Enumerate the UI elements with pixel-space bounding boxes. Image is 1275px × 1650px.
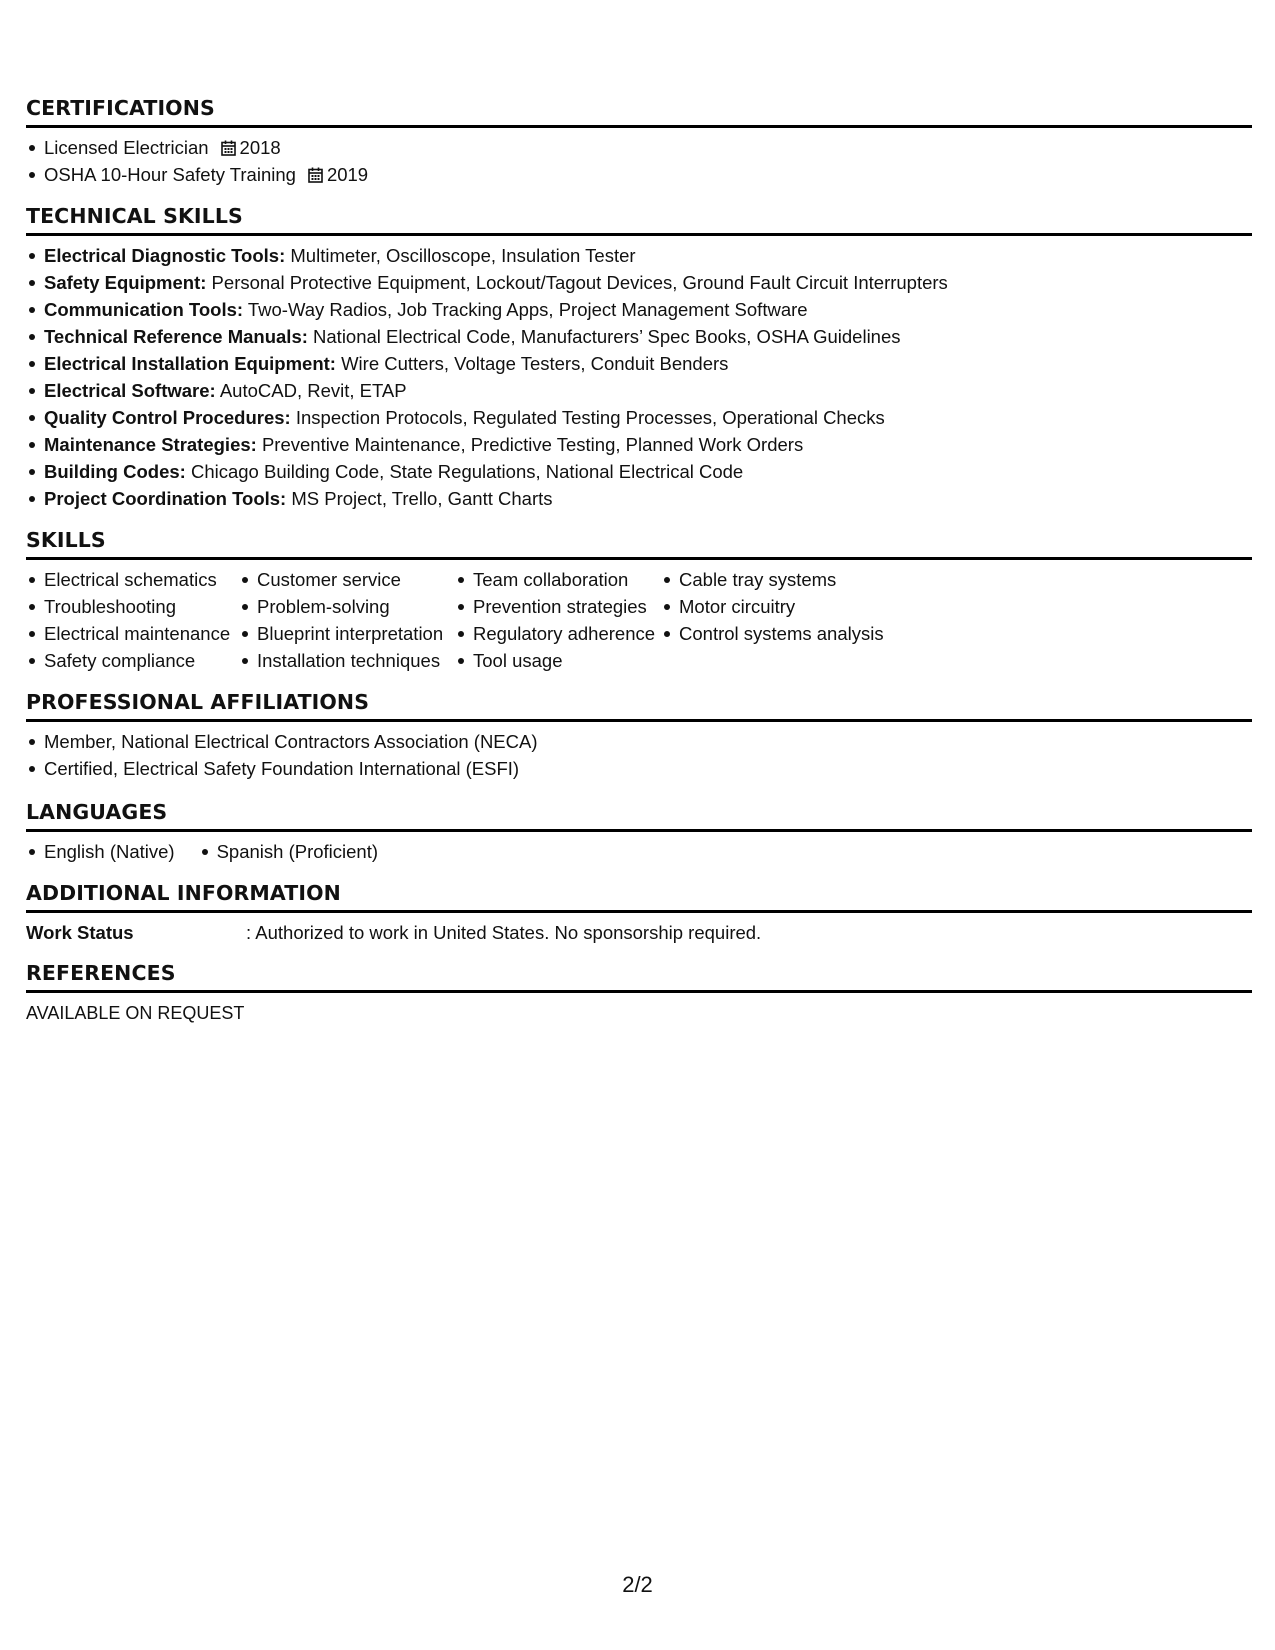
- references-text: AVAILABLE ON REQUEST: [26, 1003, 245, 1023]
- technical-skill-label: Maintenance Strategies:: [44, 434, 257, 455]
- technical-skill-value: Multimeter, Oscilloscope, Insulation Tester: [285, 245, 636, 266]
- language-item: English (Native): [44, 838, 175, 865]
- technical-skill-item: [44, 269, 1252, 296]
- technical-skill-item: [44, 431, 1252, 458]
- technical-skill-item: [44, 485, 1252, 512]
- technical-skill-item: [44, 377, 1252, 404]
- certification-item: [44, 161, 1252, 188]
- technical-skill-value: National Electrical Code, Manufacturers’ Spec Books, OSHA Guidelines: [307, 326, 901, 347]
- skill-item: Blueprint interpretation: [257, 620, 473, 647]
- certification-name: OSHA 10-Hour Safety Training: [44, 164, 296, 185]
- certification-name: Licensed Electrician: [44, 137, 209, 158]
- calendar-icon: [221, 140, 236, 156]
- skill-item: Electrical schematics: [44, 566, 257, 593]
- skill-item: Electrical maintenance: [44, 620, 257, 647]
- skill-item: Control systems analysis: [679, 620, 909, 647]
- certification-item: [44, 134, 1252, 161]
- affiliations-list: [26, 728, 1252, 782]
- affiliations-heading: PROFESSIONAL AFFILIATIONS: [26, 686, 1252, 722]
- work-status-row: [26, 919, 1252, 947]
- skill-item: Problem-solving: [257, 593, 473, 620]
- work-status-label: Work Status: [26, 922, 134, 943]
- calendar-icon: [308, 167, 323, 183]
- technical-skill-value: Preventive Maintenance, Predictive Testing, Planned Work Orders: [256, 434, 804, 455]
- technical-skill-label: Building Codes:: [44, 461, 186, 482]
- technical-skill-item: [44, 296, 1252, 323]
- references-section: [26, 957, 1252, 1027]
- technical-skill-label: Electrical Software:: [44, 380, 216, 401]
- skill-item: Regulatory adherence: [473, 620, 679, 647]
- languages-section: [26, 796, 1252, 865]
- technical-skill-label: Communication Tools:: [44, 299, 244, 320]
- technical-skill-label: Project Coordination Tools:: [44, 488, 287, 509]
- skill-item: Team collaboration: [473, 566, 679, 593]
- references-heading: REFERENCES: [26, 957, 1252, 993]
- skill-item: Safety compliance: [44, 647, 257, 674]
- technical-skill-label: Electrical Installation Equipment:: [44, 353, 336, 374]
- skill-item: Installation techniques: [257, 647, 473, 674]
- skill-item: Cable tray systems: [679, 566, 909, 593]
- technical-skill-item: [44, 242, 1252, 269]
- technical-skill-value: Inspection Protocols, Regulated Testing Processes, Operational Checks: [290, 407, 885, 428]
- skills-column: [257, 566, 473, 674]
- skill-item: Motor circuitry: [679, 593, 909, 620]
- technical-skill-item: [44, 323, 1252, 350]
- skills-heading: SKILLS: [26, 524, 1252, 560]
- technical-skill-label: Technical Reference Manuals:: [44, 326, 308, 347]
- certifications-heading: CERTIFICATIONS: [26, 92, 1252, 128]
- work-status-value: : Authorized to work in United States. No sponsorship required.: [246, 922, 762, 943]
- additional-info-section: [26, 877, 1252, 947]
- technical-skill-item: [44, 404, 1252, 431]
- resume-page: [26, 92, 1252, 1027]
- technical-skill-label: Safety Equipment:: [44, 272, 207, 293]
- technical-skill-value: MS Project, Trello, Gantt Charts: [286, 488, 553, 509]
- technical-skill-label: Electrical Diagnostic Tools:: [44, 245, 286, 266]
- technical-skill-value: Personal Protective Equipment, Lockout/Tagout Devices, Ground Fault Circuit Interrupters: [206, 272, 948, 293]
- technical-skills-list: [26, 242, 1252, 512]
- skill-item: Tool usage: [473, 647, 679, 674]
- skills-column: [473, 566, 679, 674]
- languages-heading: LANGUAGES: [26, 796, 1252, 832]
- skills-section: [26, 524, 1252, 674]
- skills-column: [44, 566, 257, 674]
- certification-year: 2018: [239, 137, 281, 158]
- languages-list: [26, 838, 1252, 865]
- skills-grid: [26, 566, 1252, 674]
- skills-column: [679, 566, 909, 674]
- technical-skill-label: Quality Control Procedures:: [44, 407, 291, 428]
- technical-skill-value: AutoCAD, Revit, ETAP: [215, 380, 407, 401]
- technical-skill-item: [44, 350, 1252, 377]
- skill-item: Customer service: [257, 566, 473, 593]
- page-number: 2/2: [622, 1572, 653, 1597]
- affiliation-item: Member, National Electrical Contractors Association (NECA): [44, 728, 1252, 755]
- language-item: Spanish (Proficient): [217, 838, 378, 865]
- certifications-list: [26, 134, 1252, 188]
- affiliation-item: Certified, Electrical Safety Foundation International (ESFI): [44, 755, 1252, 782]
- technical-skills-section: [26, 200, 1252, 512]
- skill-item: Prevention strategies: [473, 593, 679, 620]
- certification-year: 2019: [326, 164, 369, 185]
- additional-info-heading: ADDITIONAL INFORMATION: [26, 877, 1252, 913]
- certifications-section: [26, 92, 1252, 188]
- technical-skill-item: [44, 458, 1252, 485]
- affiliations-section: [26, 686, 1252, 782]
- languages-items: [44, 838, 420, 865]
- technical-skill-value: Chicago Building Code, State Regulations, National Electrical Code: [185, 461, 744, 482]
- technical-skill-value: Wire Cutters, Voltage Testers, Conduit Benders: [335, 353, 729, 374]
- skill-item: Troubleshooting: [44, 593, 257, 620]
- technical-skill-value: Two-Way Radios, Job Tracking Apps, Project Management Software: [243, 299, 808, 320]
- technical-skills-heading: TECHNICAL SKILLS: [26, 200, 1252, 236]
